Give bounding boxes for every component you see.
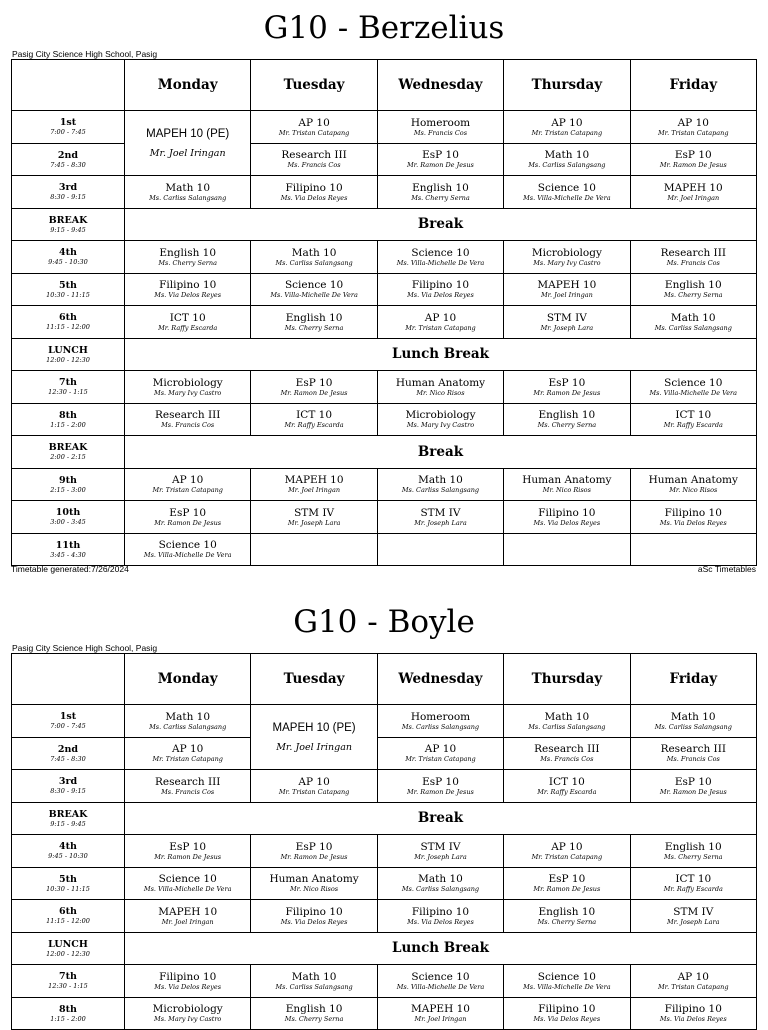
class-cell: Research III Ms. Francis Cos bbox=[125, 770, 251, 803]
class-cell: Math 10 Ms. Carliss Salangsang bbox=[504, 143, 630, 176]
class-cell: Filipino 10 Ms. Via Delos Reyes bbox=[251, 900, 377, 933]
class-cell: EsP 10 Mr. Ramon De Jesus bbox=[630, 143, 756, 176]
day-header: Friday bbox=[630, 60, 756, 111]
period-row bbox=[12, 900, 757, 933]
class-cell: AP 10 Mr. Tristan Catapang bbox=[251, 111, 377, 144]
break-label: Break bbox=[125, 208, 757, 241]
class-cell: MAPEH 10 Mr. Joel Iringan bbox=[125, 900, 251, 933]
class-cell: EsP 10 Mr. Ramon De Jesus bbox=[504, 867, 630, 900]
period-label: 2nd 7:45 - 8:30 bbox=[12, 737, 125, 770]
class-cell: Research III Ms. Francis Cos bbox=[504, 737, 630, 770]
day-header: Thursday bbox=[504, 654, 630, 705]
class-cell: EsP 10 Mr. Ramon De Jesus bbox=[125, 835, 251, 868]
class-cell: Math 10 Ms. Carliss Salangsang bbox=[125, 176, 251, 209]
class-cell: EsP 10 Mr. Ramon De Jesus bbox=[251, 835, 377, 868]
period-row bbox=[12, 501, 757, 534]
period-label: 1st 7:00 - 7:45 bbox=[12, 111, 125, 144]
class-cell: MAPEH 10 Mr. Joel Iringan bbox=[377, 997, 503, 1030]
class-cell: ICT 10 Mr. Raffy Escarda bbox=[251, 403, 377, 436]
class-cell: Filipino 10 Ms. Via Delos Reyes bbox=[125, 273, 251, 306]
merged-class-cell: MAPEH 10 (PE) Mr. Joel Iringan bbox=[125, 111, 251, 176]
period-label: 8th 1:15 - 2:00 bbox=[12, 403, 125, 436]
period-row bbox=[12, 306, 757, 339]
period-label: 4th 9:45 - 10:30 bbox=[12, 241, 125, 274]
class-cell: ICT 10 Mr. Raffy Escarda bbox=[125, 306, 251, 339]
class-cell: Human Anatomy Mr. Nico Risos bbox=[504, 468, 630, 501]
empty-cell bbox=[630, 533, 756, 566]
timetable-title: G10 - Berzelius bbox=[263, 10, 505, 46]
class-cell: Microbiology Ms. Mary Ivy Castro bbox=[377, 403, 503, 436]
class-cell: STM IV Mr. Joseph Lara bbox=[504, 306, 630, 339]
class-cell: Science 10 Ms. Villa-Michelle De Vera bbox=[377, 241, 503, 274]
class-cell: Filipino 10 Ms. Via Delos Reyes bbox=[377, 273, 503, 306]
class-cell: Math 10 Ms. Carliss Salangsang bbox=[251, 965, 377, 998]
period-label: 3rd 8:30 - 9:15 bbox=[12, 770, 125, 803]
class-cell: Science 10 Ms. Villa-Michelle De Vera bbox=[125, 867, 251, 900]
class-cell: Microbiology Ms. Mary Ivy Castro bbox=[504, 241, 630, 274]
period-row bbox=[12, 111, 757, 144]
timetable-grid bbox=[11, 59, 757, 566]
class-cell: Math 10 Ms. Carliss Salangsang bbox=[504, 705, 630, 738]
class-cell: Filipino 10 Ms. Via Delos Reyes bbox=[377, 900, 503, 933]
class-cell: Research III Ms. Francis Cos bbox=[251, 143, 377, 176]
class-cell: ICT 10 Mr. Raffy Escarda bbox=[630, 867, 756, 900]
class-cell: Science 10 Ms. Villa-Michelle De Vera bbox=[125, 533, 251, 566]
period-row bbox=[12, 533, 757, 566]
class-cell: AP 10 Mr. Tristan Catapang bbox=[125, 737, 251, 770]
period-label: 1st 7:00 - 7:45 bbox=[12, 705, 125, 738]
day-header: Friday bbox=[630, 654, 756, 705]
class-cell: Science 10 Ms. Villa-Michelle De Vera bbox=[630, 371, 756, 404]
class-cell: Filipino 10 Ms. Via Delos Reyes bbox=[630, 997, 756, 1030]
corner-cell bbox=[12, 60, 125, 111]
class-cell: AP 10 Mr. Tristan Catapang bbox=[251, 770, 377, 803]
class-cell: AP 10 Mr. Tristan Catapang bbox=[377, 306, 503, 339]
class-cell: Human Anatomy Mr. Nico Risos bbox=[630, 468, 756, 501]
period-label: 8th 1:15 - 2:00 bbox=[12, 997, 125, 1030]
period-label: BREAK 9:15 - 9:45 bbox=[12, 208, 125, 241]
header-row bbox=[12, 60, 757, 111]
class-cell: English 10 Ms. Cherry Serna bbox=[125, 241, 251, 274]
class-cell: Research III Ms. Francis Cos bbox=[630, 737, 756, 770]
period-row bbox=[12, 997, 757, 1030]
class-cell: Research III Ms. Francis Cos bbox=[630, 241, 756, 274]
period-label: 3rd 8:30 - 9:15 bbox=[12, 176, 125, 209]
class-cell: AP 10 Mr. Tristan Catapang bbox=[125, 468, 251, 501]
period-row bbox=[12, 241, 757, 274]
class-cell: MAPEH 10 Mr. Joel Iringan bbox=[251, 468, 377, 501]
class-cell: Filipino 10 Ms. Via Delos Reyes bbox=[251, 176, 377, 209]
class-cell: English 10 Ms. Cherry Serna bbox=[504, 900, 630, 933]
school-name: Pasig City Science High School, Pasig bbox=[12, 49, 158, 59]
class-cell: English 10 Ms. Cherry Serna bbox=[630, 273, 756, 306]
class-cell: Math 10 Ms. Carliss Salangsang bbox=[377, 867, 503, 900]
class-cell: Research III Ms. Francis Cos bbox=[125, 403, 251, 436]
day-header: Monday bbox=[125, 654, 251, 705]
generator-credit: aSc Timetables bbox=[697, 564, 756, 574]
class-cell: MAPEH 10 Mr. Joel Iringan bbox=[630, 176, 756, 209]
class-cell: MAPEH 10 Mr. Joel Iringan bbox=[504, 273, 630, 306]
class-cell: AP 10 Mr. Tristan Catapang bbox=[630, 111, 756, 144]
period-row bbox=[12, 835, 757, 868]
merged-class-cell: MAPEH 10 (PE) Mr. Joel Iringan bbox=[251, 705, 377, 770]
period-row bbox=[12, 737, 757, 770]
class-cell: Math 10 Ms. Carliss Salangsang bbox=[251, 241, 377, 274]
break-row bbox=[12, 802, 757, 835]
period-label: BREAK 2:00 - 2:15 bbox=[12, 436, 125, 469]
class-cell: English 10 Ms. Cherry Serna bbox=[251, 997, 377, 1030]
period-label: LUNCH 12:00 - 12:30 bbox=[12, 932, 125, 965]
class-cell: Filipino 10 Ms. Via Delos Reyes bbox=[125, 965, 251, 998]
class-cell: AP 10 Mr. Tristan Catapang bbox=[504, 111, 630, 144]
period-row bbox=[12, 965, 757, 998]
period-label: 9th 2:15 - 3:00 bbox=[12, 468, 125, 501]
break-label: Break bbox=[125, 802, 757, 835]
class-cell: English 10 Ms. Cherry Serna bbox=[630, 835, 756, 868]
day-header: Wednesday bbox=[377, 654, 503, 705]
lunch-row bbox=[12, 338, 757, 371]
class-cell: AP 10 Mr. Tristan Catapang bbox=[630, 965, 756, 998]
class-cell: STM IV Mr. Joseph Lara bbox=[377, 835, 503, 868]
period-label: 2nd 7:45 - 8:30 bbox=[12, 143, 125, 176]
class-cell: STM IV Mr. Joseph Lara bbox=[377, 501, 503, 534]
empty-cell bbox=[251, 533, 377, 566]
period-label: LUNCH 12:00 - 12:30 bbox=[12, 338, 125, 371]
class-cell: Filipino 10 Ms. Via Delos Reyes bbox=[504, 501, 630, 534]
lunch-break-label: Lunch Break bbox=[125, 338, 757, 371]
period-label: 6th 11:15 - 12:00 bbox=[12, 306, 125, 339]
class-cell: Math 10 Ms. Carliss Salangsang bbox=[377, 468, 503, 501]
class-cell: Science 10 Ms. Villa-Michelle De Vera bbox=[377, 965, 503, 998]
class-cell: Homeroom Ms. Carliss Salangsang bbox=[377, 705, 503, 738]
class-cell: Math 10 Ms. Carliss Salangsang bbox=[630, 306, 756, 339]
period-label: 4th 9:45 - 10:30 bbox=[12, 835, 125, 868]
day-header: Wednesday bbox=[377, 60, 503, 111]
break-row bbox=[12, 436, 757, 469]
break-label: Break bbox=[125, 436, 757, 469]
day-header: Thursday bbox=[504, 60, 630, 111]
period-row bbox=[12, 468, 757, 501]
class-cell: Microbiology Ms. Mary Ivy Castro bbox=[125, 997, 251, 1030]
class-cell: Filipino 10 Ms. Via Delos Reyes bbox=[504, 997, 630, 1030]
class-cell: Human Anatomy Mr. Nico Risos bbox=[251, 867, 377, 900]
class-cell: EsP 10 Mr. Ramon De Jesus bbox=[377, 143, 503, 176]
empty-cell bbox=[504, 533, 630, 566]
day-header: Tuesday bbox=[251, 654, 377, 705]
class-cell: English 10 Ms. Cherry Serna bbox=[504, 403, 630, 436]
class-cell: EsP 10 Mr. Ramon De Jesus bbox=[504, 371, 630, 404]
class-cell: AP 10 Mr. Tristan Catapang bbox=[504, 835, 630, 868]
class-cell: Science 10 Ms. Villa-Michelle De Vera bbox=[251, 273, 377, 306]
period-label: BREAK 9:15 - 9:45 bbox=[12, 802, 125, 835]
header-row bbox=[12, 654, 757, 705]
lunch-row bbox=[12, 932, 757, 965]
class-cell: ICT 10 Mr. Raffy Escarda bbox=[504, 770, 630, 803]
empty-cell bbox=[377, 533, 503, 566]
period-label: 7th 12:30 - 1:15 bbox=[12, 371, 125, 404]
period-row bbox=[12, 867, 757, 900]
generated-date: Timetable generated:7/26/2024 bbox=[11, 564, 129, 574]
class-cell: Filipino 10 Ms. Via Delos Reyes bbox=[630, 501, 756, 534]
period-row bbox=[12, 143, 757, 176]
break-row bbox=[12, 208, 757, 241]
period-label: 6th 11:15 - 12:00 bbox=[12, 900, 125, 933]
class-cell: EsP 10 Mr. Ramon De Jesus bbox=[377, 770, 503, 803]
class-cell: STM IV Mr. Joseph Lara bbox=[251, 501, 377, 534]
period-row bbox=[12, 770, 757, 803]
class-cell: Human Anatomy Mr. Nico Risos bbox=[377, 371, 503, 404]
class-cell: Math 10 Ms. Carliss Salangsang bbox=[630, 705, 756, 738]
class-cell: Science 10 Ms. Villa-Michelle De Vera bbox=[504, 176, 630, 209]
class-cell: EsP 10 Mr. Ramon De Jesus bbox=[125, 501, 251, 534]
class-cell: EsP 10 Mr. Ramon De Jesus bbox=[630, 770, 756, 803]
period-row bbox=[12, 403, 757, 436]
class-cell: STM IV Mr. Joseph Lara bbox=[630, 900, 756, 933]
period-label: 10th 3:00 - 3:45 bbox=[12, 501, 125, 534]
timetable-grid bbox=[11, 653, 757, 1030]
timetable-title: G10 - Boyle bbox=[293, 604, 475, 640]
period-row bbox=[12, 176, 757, 209]
day-header: Monday bbox=[125, 60, 251, 111]
period-row bbox=[12, 705, 757, 738]
day-header: Tuesday bbox=[251, 60, 377, 111]
class-cell: ICT 10 Mr. Raffy Escarda bbox=[630, 403, 756, 436]
period-label: 5th 10:30 - 11:15 bbox=[12, 867, 125, 900]
class-cell: Homeroom Ms. Francis Cos bbox=[377, 111, 503, 144]
corner-cell bbox=[12, 654, 125, 705]
class-cell: AP 10 Mr. Tristan Catapang bbox=[377, 737, 503, 770]
period-row bbox=[12, 273, 757, 306]
period-label: 5th 10:30 - 11:15 bbox=[12, 273, 125, 306]
class-cell: Microbiology Ms. Mary Ivy Castro bbox=[125, 371, 251, 404]
class-cell: EsP 10 Mr. Ramon De Jesus bbox=[251, 371, 377, 404]
class-cell: English 10 Ms. Cherry Serna bbox=[377, 176, 503, 209]
class-cell: English 10 Ms. Cherry Serna bbox=[251, 306, 377, 339]
class-cell: Science 10 Ms. Villa-Michelle De Vera bbox=[504, 965, 630, 998]
period-row bbox=[12, 371, 757, 404]
lunch-break-label: Lunch Break bbox=[125, 932, 757, 965]
class-cell: Math 10 Ms. Carliss Salangsang bbox=[125, 705, 251, 738]
school-name: Pasig City Science High School, Pasig bbox=[12, 643, 158, 653]
period-label: 7th 12:30 - 1:15 bbox=[12, 965, 125, 998]
period-label: 11th 3:45 - 4:30 bbox=[12, 533, 125, 566]
